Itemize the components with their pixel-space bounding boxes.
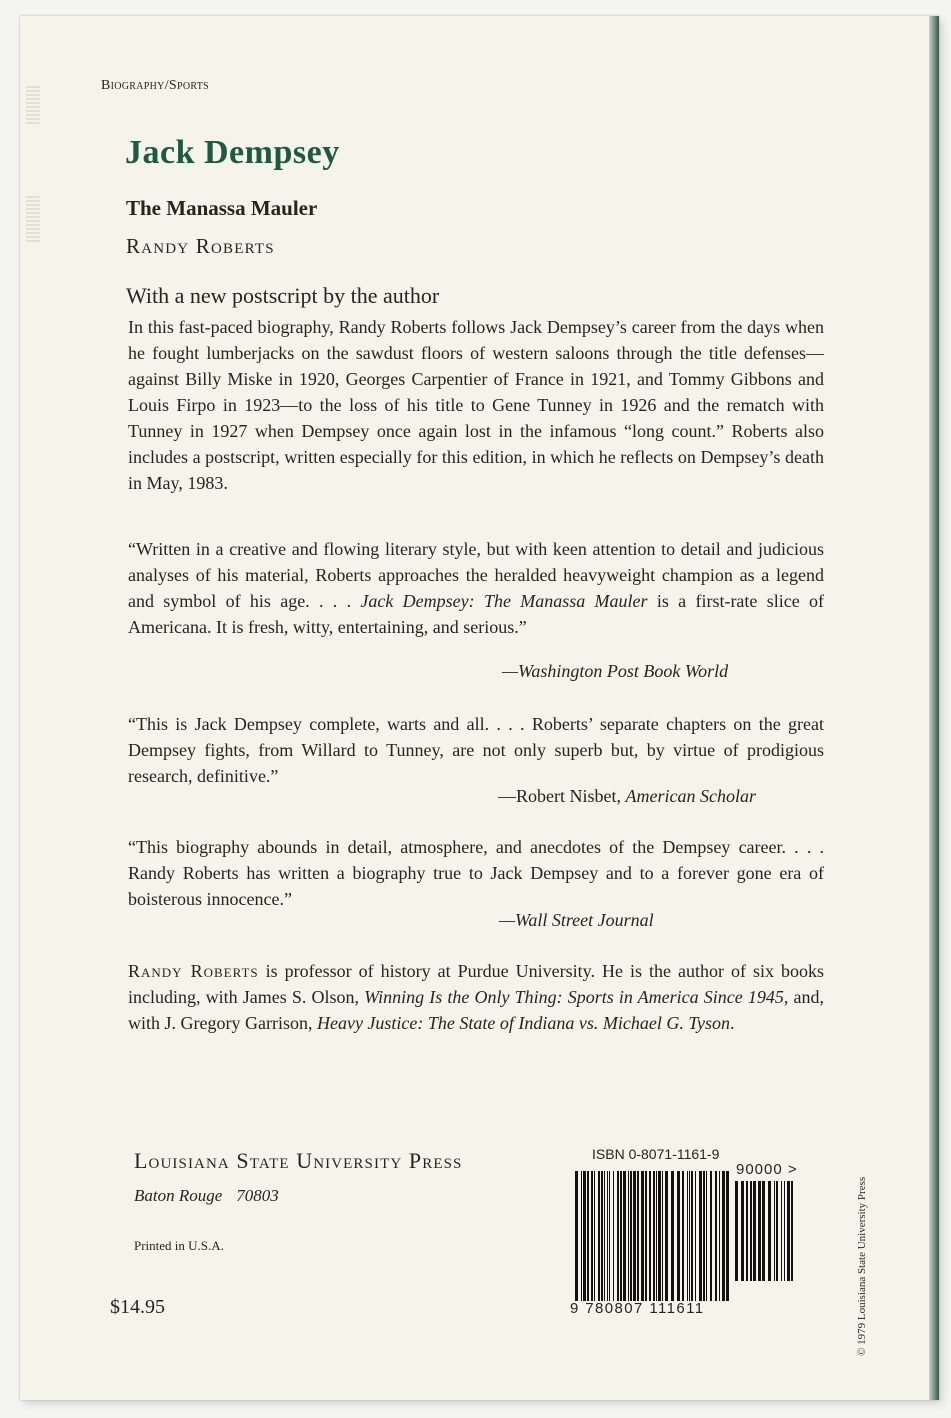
barcode-bar: [641, 1171, 644, 1301]
barcode-bar: [591, 1171, 593, 1301]
barcode-bar: [633, 1171, 636, 1301]
barcode-bar: [746, 1181, 748, 1281]
barcode-bar: [699, 1171, 702, 1301]
ean-number: 9 780807 111611: [570, 1300, 705, 1317]
category-label: Biography/Sports: [101, 78, 210, 93]
barcode-bar: [774, 1181, 775, 1281]
barcode-bar: [710, 1171, 712, 1301]
barcode-bar: [662, 1171, 663, 1301]
price: $14.95: [110, 1296, 165, 1318]
barcode-bar: [581, 1171, 582, 1301]
barcode-bar: [628, 1171, 629, 1301]
barcode-bar: [630, 1171, 632, 1301]
barcode-bar: [741, 1181, 744, 1281]
barcode-bar: [575, 1171, 578, 1301]
barcode-bar: [703, 1171, 705, 1301]
barcode-addon-number: 90000 >: [736, 1161, 798, 1178]
barcode-bar: [758, 1181, 761, 1281]
book-subtitle: The Manassa Mauler: [126, 196, 318, 220]
barcode-bar: [653, 1171, 655, 1301]
barcode-bar: [656, 1171, 657, 1301]
barcode-bar: [601, 1171, 603, 1301]
barcode-bar: [671, 1171, 674, 1301]
barcode-bar: [776, 1181, 778, 1281]
barcode-bar: [719, 1171, 720, 1301]
barcode-bar: [706, 1171, 707, 1301]
review-source: —Robert Nisbet, American Scholar: [498, 786, 756, 806]
barcode-bar: [617, 1171, 619, 1301]
book-description: In this fast-paced biography, Randy Roberts follows Jack Dempsey’s career from the days when he fought lumberjacks on the sawdust floors of western saloons through the title defenses—against Billy Miske in 1920, Georges Carpentier of France in 1921, and Tommy Gibbons and Louis Firpo in 1923—to the loss of his title to Gene Tunney in 1926 and the rematch with Tunney in 1927 when Dempsey once again lost in the infamous “long count.” Roberts also includes a postscript, written especially for this edition, in which he reflects on Dempsey’s death in May, 1983.: [128, 317, 824, 493]
review-quote: “This is Jack Dempsey complete, warts and all. . . . Roberts’ separate chapters on the great Dempsey fights, from Willard to Tunney, are not only superb but, by virtue of prodigious research, definitive.”: [128, 714, 824, 786]
book-back-cover: [20, 16, 939, 1400]
barcode-bar: [607, 1171, 608, 1301]
barcode-bar: [784, 1181, 785, 1281]
book-title-italic: Jack Dempsey: The Manassa Mauler: [360, 591, 648, 611]
barcode-bar: [781, 1181, 782, 1281]
cover-edge: [929, 16, 939, 1400]
barcode-bar: [649, 1171, 651, 1301]
review-source: —Wall Street Journal: [499, 910, 654, 930]
barcode-bar: [604, 1171, 605, 1301]
barcode-bar: [722, 1171, 725, 1301]
barcode-bar: [609, 1171, 610, 1301]
barcode-bar: [594, 1171, 595, 1301]
barcode-bar: [750, 1181, 752, 1281]
barcode-bar: [791, 1181, 793, 1281]
barcode-bar: [658, 1171, 661, 1301]
author-bio: Randy Roberts is professor of history at Purdue University. He is the author of six books including, with James S. Olson, Winning Is the Only Thing: Sports in America Since 1945, and, with J. Gregory Garrison, Heavy Justice: The State of Indiana vs. Michael G. Tyson.: [128, 961, 824, 1033]
barcode-bar: [691, 1171, 693, 1301]
barcode-bar: [787, 1181, 790, 1281]
barcode: [575, 1171, 731, 1301]
wear-mark: [26, 86, 40, 126]
barcode-bar: [689, 1171, 690, 1301]
printed-in: Printed in U.S.A.: [134, 1238, 224, 1253]
barcode-bar: [687, 1171, 688, 1301]
barcode-bar: [726, 1171, 729, 1301]
barcode-bar: [587, 1171, 589, 1301]
copyright-notice: © 1979 Louisiana State University Press: [856, 1176, 868, 1356]
barcode-bar: [695, 1171, 696, 1301]
barcode-bar: [762, 1181, 765, 1281]
publisher-name: Louisiana State University Press: [134, 1148, 463, 1173]
review-source: —Washington Post Book World: [502, 661, 729, 681]
barcode-bar: [583, 1171, 586, 1301]
barcode-bar: [682, 1171, 684, 1301]
barcode-bar: [715, 1171, 717, 1301]
barcode-bar: [735, 1181, 738, 1281]
barcode-addon: [735, 1181, 793, 1281]
barcode-bar: [637, 1171, 639, 1301]
barcode-bar: [665, 1171, 668, 1301]
barcode-bar: [677, 1171, 680, 1301]
barcode-bar: [623, 1171, 626, 1301]
isbn-number: ISBN 0-8071-1161-9: [592, 1146, 720, 1162]
barcode-bar: [620, 1171, 622, 1301]
barcode-bar: [598, 1171, 600, 1301]
book-title: Jack Dempsey: [125, 134, 340, 171]
barcode-bar: [768, 1181, 771, 1281]
wear-mark: [26, 196, 40, 242]
barcode-bar: [645, 1171, 647, 1301]
review-quote: “Written in a creative and flowing literary style, but with keen attention to detail and judicious analyses of his material, Roberts approaches the heralded heavyweight champion as a legend and symbol of his age. . . . Jack Dempsey: The Manassa Mauler is a first-rate slice of Americana. It is fresh, witty, entertaining, and serious.”: [128, 539, 824, 637]
review-quote: “This biography abounds in detail, atmosphere, and anecdotes of the Dempsey career. . . . Randy Roberts has written a biography true to Jack Dempsey and to a forever gone era of boisterous innocence.”: [128, 837, 824, 909]
publisher-city: Baton Rouge 70803: [134, 1186, 279, 1205]
barcode-bar: [753, 1181, 756, 1281]
author-name: Randy Roberts: [126, 234, 275, 258]
postscript-note: With a new postscript by the author: [126, 283, 440, 308]
barcode-bar: [613, 1171, 614, 1301]
